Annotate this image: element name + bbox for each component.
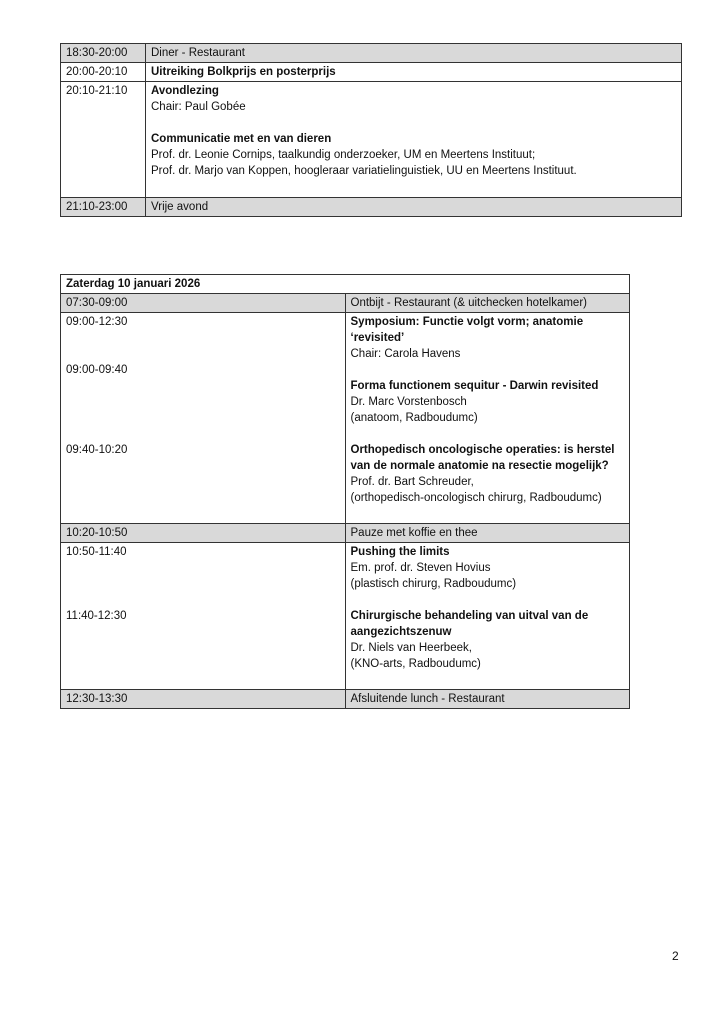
activity-cell <box>345 313 630 524</box>
talk-time: 09:40-10:20 <box>66 444 128 456</box>
activity-cell: Uitreiking Bolkprijs en posterprijs <box>146 63 682 82</box>
saturday-schedule-table <box>60 274 630 709</box>
talk-title: Orthopedisch oncologische operaties: is herstel van de normale anatomie na resectie mogelijk? <box>350 444 615 472</box>
time-cell: 20:10-21:10 <box>61 82 146 198</box>
lecture-title: Communicatie met en van dieren <box>151 133 332 145</box>
table-header-row <box>61 275 630 294</box>
talk-time: 11:40-12:30 <box>66 610 127 622</box>
time-cell: 07:30-09:00 <box>61 294 346 313</box>
speaker: Dr. Marc Vorstenbosch <box>350 396 467 408</box>
table-row <box>61 543 630 690</box>
activity-cell <box>146 82 682 198</box>
table-row <box>61 198 682 217</box>
page-number: 2 <box>672 949 679 963</box>
affiliation: (KNO-arts, Radboudumc) <box>350 658 481 670</box>
talk-time: 10:50-11:40 <box>66 546 127 558</box>
speaker: Em. prof. dr. Steven Hovius <box>350 562 491 574</box>
session-title: Avondlezing <box>151 85 219 97</box>
time-cell: 21:10-23:00 <box>61 198 146 217</box>
time-cell <box>61 313 346 524</box>
talk-title: Chirurgische behandeling van uitval van de aangezichtszenuw <box>350 610 589 638</box>
session-time: 09:00-12:30 <box>66 316 128 328</box>
table-row <box>61 313 630 524</box>
table-row <box>61 690 630 709</box>
affiliation: (orthopedisch-oncologisch chirurg, Radboudumc) <box>350 492 602 504</box>
talk-time: 09:00-09:40 <box>66 364 128 376</box>
session-title: Symposium: Functie volgt vorm; anatomie ‘revisited’ <box>350 316 584 344</box>
speaker: Prof. dr. Bart Schreuder, <box>350 476 474 488</box>
day-header: Zaterdag 10 januari 2026 <box>61 275 630 294</box>
time-cell: 18:30-20:00 <box>61 44 146 63</box>
table-row <box>61 294 630 313</box>
speaker: Dr. Niels van Heerbeek, <box>350 642 472 654</box>
time-cell: 20:00-20:10 <box>61 63 146 82</box>
time-cell: 12:30-13:30 <box>61 690 346 709</box>
talk-title: Forma functionem sequitur - Darwin revisited <box>350 380 599 392</box>
time-cell <box>61 543 346 690</box>
speaker: Prof. dr. Marjo van Koppen, hoogleraar variatielinguistiek, UU en Meertens Instituut. <box>151 165 577 177</box>
activity-cell: Ontbijt - Restaurant (& uitchecken hotelkamer) <box>345 294 630 313</box>
table-row <box>61 63 682 82</box>
affiliation: (plastisch chirurg, Radboudumc) <box>350 578 517 590</box>
time-cell: 10:20-10:50 <box>61 524 346 543</box>
activity-cell: Pauze met koffie en thee <box>345 524 630 543</box>
speaker: Prof. dr. Leonie Cornips, taalkundig onderzoeker, UM en Meertens Instituut; <box>151 149 536 161</box>
evening-schedule-table <box>60 43 682 217</box>
talk-title: Pushing the limits <box>350 546 450 558</box>
activity-cell <box>345 543 630 690</box>
table-row <box>61 44 682 63</box>
affiliation: (anatoom, Radboudumc) <box>350 412 478 424</box>
session-chair: Chair: Paul Gobée <box>151 101 246 113</box>
table-row <box>61 82 682 198</box>
activity-cell: Diner - Restaurant <box>146 44 682 63</box>
table-row <box>61 524 630 543</box>
activity-cell: Vrije avond <box>146 198 682 217</box>
session-chair: Chair: Carola Havens <box>350 348 461 360</box>
activity-cell: Afsluitende lunch - Restaurant <box>345 690 630 709</box>
